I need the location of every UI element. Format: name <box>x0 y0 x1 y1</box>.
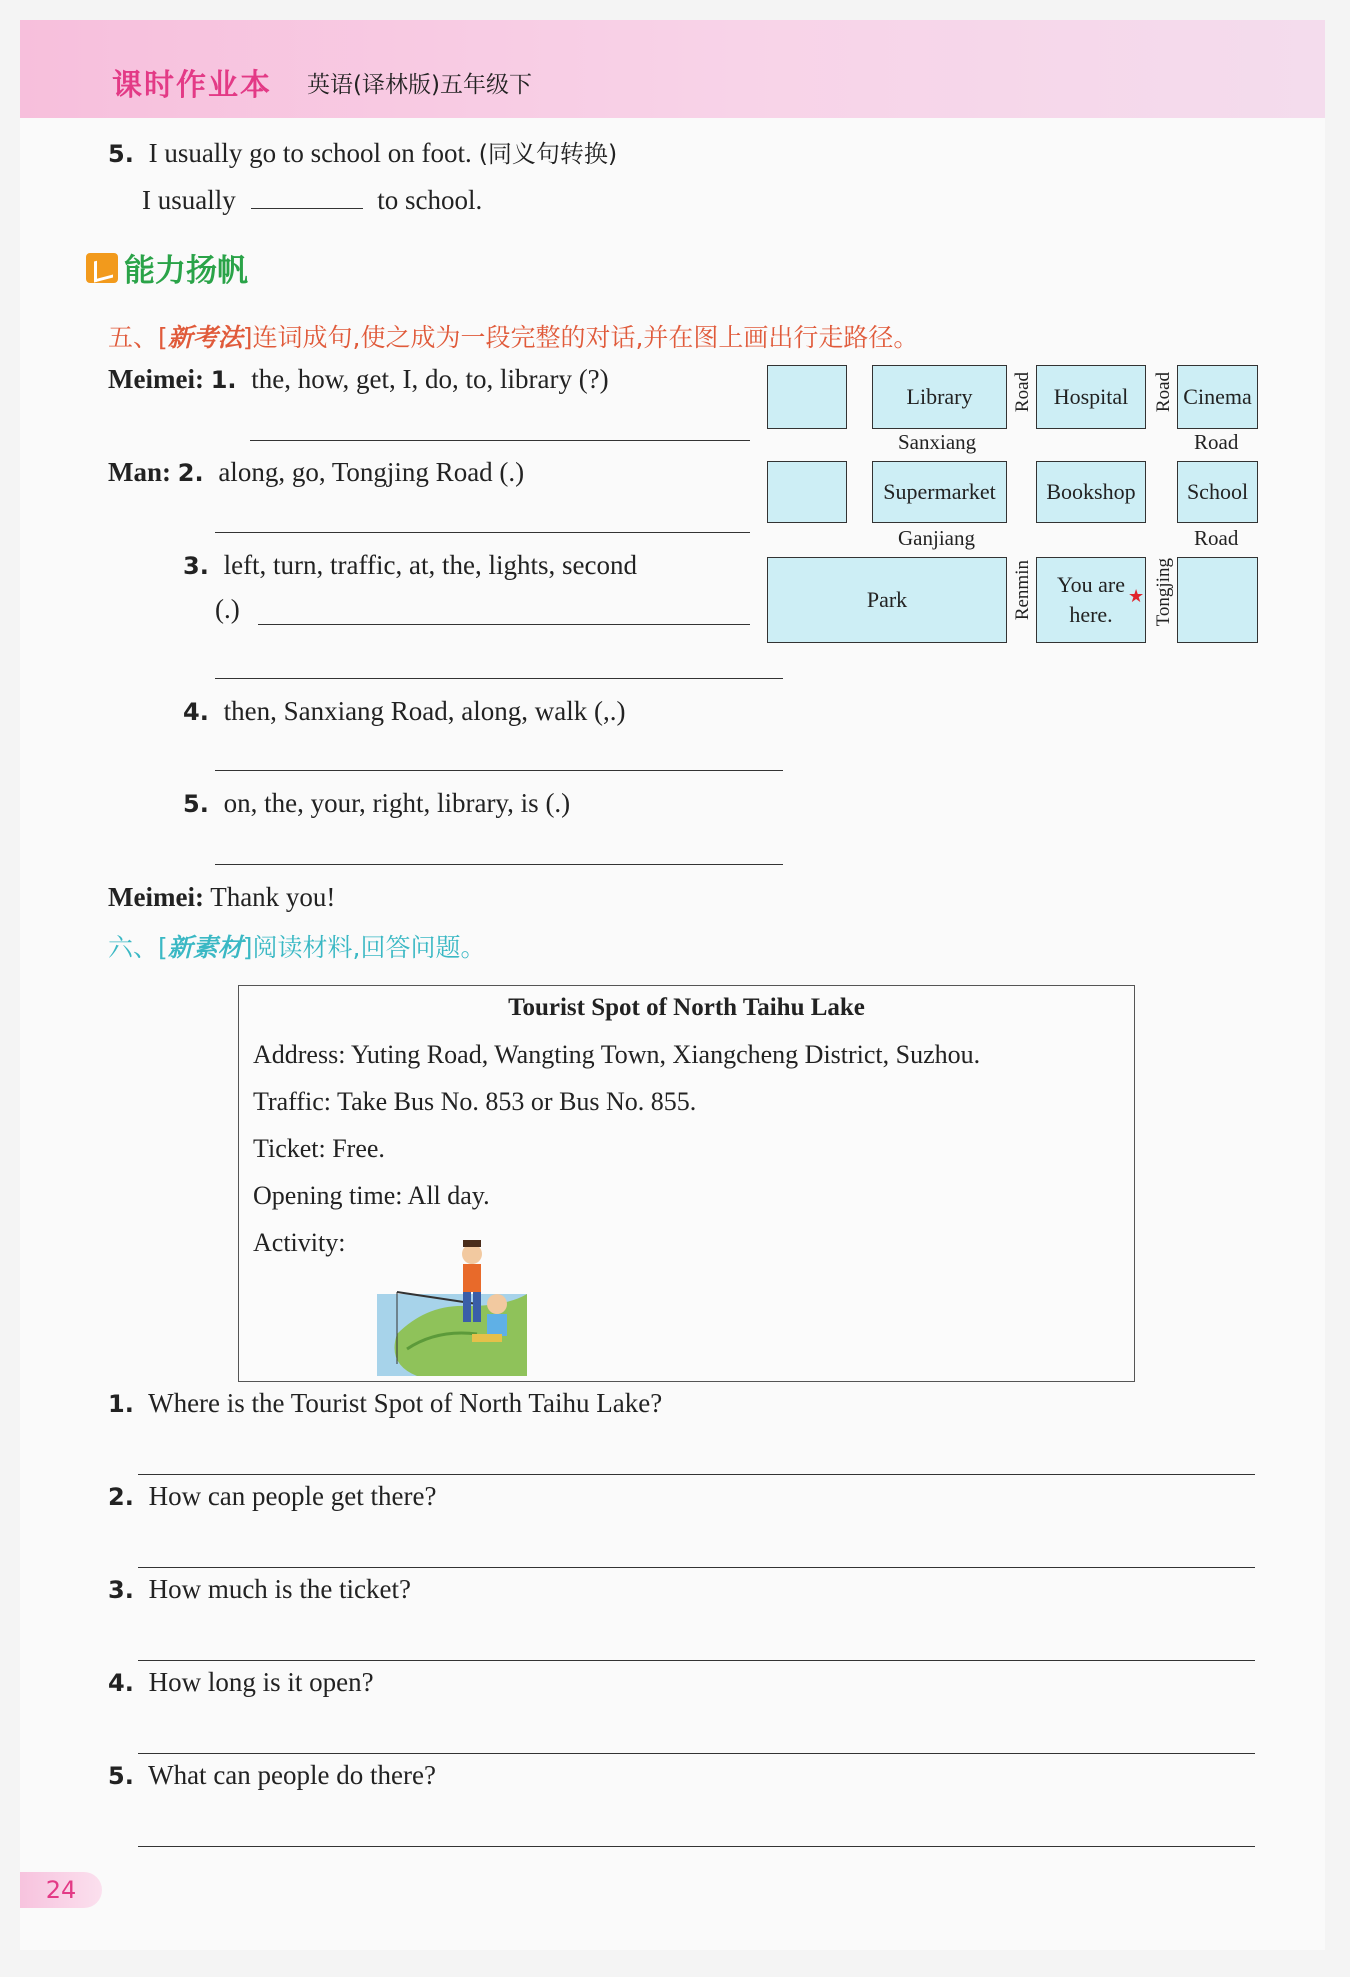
dialogue-item-3-cont: (.) <box>215 594 240 624</box>
question-5: 5. What can people do there? <box>108 1760 436 1790</box>
prev-question-5: 5. I usually go to school on foot. (同义句转换) <box>108 138 618 168</box>
book-icon <box>86 253 118 283</box>
page-number: 24 <box>20 1872 102 1908</box>
road-label-renmin: Renmin <box>1012 560 1033 621</box>
road-label-ganjiang: Ganjiang <box>898 526 975 550</box>
dialogue-item-2: Man: 2. along, go, Tongjing Road (.) <box>108 457 525 487</box>
dialogue-item-5: 5. on, the, your, right, library, is (.) <box>183 788 571 818</box>
map-you-are-here: You are here. <box>1036 557 1146 643</box>
answer-line-q5[interactable] <box>138 1846 1255 1847</box>
info-opening: Opening time: All day. <box>253 1181 490 1210</box>
map-bookshop: Bookshop <box>1036 461 1146 523</box>
answer-line-4[interactable] <box>215 770 783 771</box>
map-block-empty-1 <box>767 365 847 429</box>
prev-answer-line: I usually to school. <box>142 185 483 215</box>
map-block-empty-3 <box>1177 557 1258 643</box>
question-2: 2. How can people get there? <box>108 1481 437 1511</box>
road-label-vertical-2: Road <box>1153 372 1174 413</box>
road-label-road-1: Road <box>1194 430 1239 454</box>
map-school: School <box>1177 461 1258 523</box>
answer-line-3b[interactable] <box>215 678 783 679</box>
road-label-sanxiang: Sanxiang <box>898 430 977 454</box>
answer-line-q4[interactable] <box>138 1753 1255 1754</box>
dialogue-closing: Meimei: Thank you! <box>108 882 336 912</box>
dialogue-item-3: 3. left, turn, traffic, at, the, lights, second <box>183 550 637 580</box>
question-1: 1. Where is the Tourist Spot of North Taihu Lake? <box>108 1388 663 1418</box>
answer-line-q3[interactable] <box>138 1660 1255 1661</box>
answer-line-5[interactable] <box>215 864 783 865</box>
part6-heading: 六、[新素材]阅读材料,回答问题。 <box>108 933 486 962</box>
star-icon: ★ <box>1128 586 1145 607</box>
info-address: Address: Yuting Road, Wangting Town, Xiangcheng District, Suzhou. <box>253 1040 981 1069</box>
map-block-empty-2 <box>767 461 847 523</box>
fishing-illustration <box>377 1234 527 1376</box>
info-ticket: Ticket: Free. <box>253 1134 385 1163</box>
question-3: 3. How much is the ticket? <box>108 1574 412 1604</box>
section-heading: 能力扬帆 <box>86 245 248 290</box>
map-supermarket: Supermarket <box>872 461 1007 523</box>
dialogue-item-1: Meimei: 1. the, how, get, I, do, to, library (?) <box>108 364 609 394</box>
map-cinema: Cinema <box>1177 365 1258 429</box>
map-park: Park <box>767 557 1007 643</box>
part5-heading: 五、[新考法]连词成句,使之成为一段完整的对话,并在图上画出行走路径。 <box>108 323 919 352</box>
answer-blank[interactable] <box>251 208 363 209</box>
info-title: Tourist Spot of North Taihu Lake <box>508 994 865 1021</box>
answer-line-2[interactable] <box>215 532 750 533</box>
info-activity: Activity: <box>253 1228 346 1257</box>
question-4: 4. How long is it open? <box>108 1667 374 1697</box>
road-label-vertical-1: Road <box>1012 372 1033 413</box>
info-traffic: Traffic: Take Bus No. 853 or Bus No. 855. <box>253 1087 697 1116</box>
road-label-road-2: Road <box>1194 526 1239 550</box>
book-title: 课时作业本 <box>112 68 272 103</box>
road-label-tongjing: Tongjing <box>1153 558 1174 627</box>
book-subtitle: 英语(译林版)五年级下 <box>307 72 532 98</box>
answer-line-3a[interactable] <box>258 624 750 625</box>
answer-line-q1[interactable] <box>138 1474 1255 1475</box>
answer-line-1[interactable] <box>250 440 750 441</box>
map-hospital: Hospital <box>1036 365 1146 429</box>
answer-line-q2[interactable] <box>138 1567 1255 1568</box>
map-library: Library <box>872 365 1007 429</box>
page-header <box>20 20 1325 118</box>
dialogue-item-4: 4. then, Sanxiang Road, along, walk (,.) <box>183 696 626 726</box>
tourist-info-box <box>238 985 1135 1382</box>
